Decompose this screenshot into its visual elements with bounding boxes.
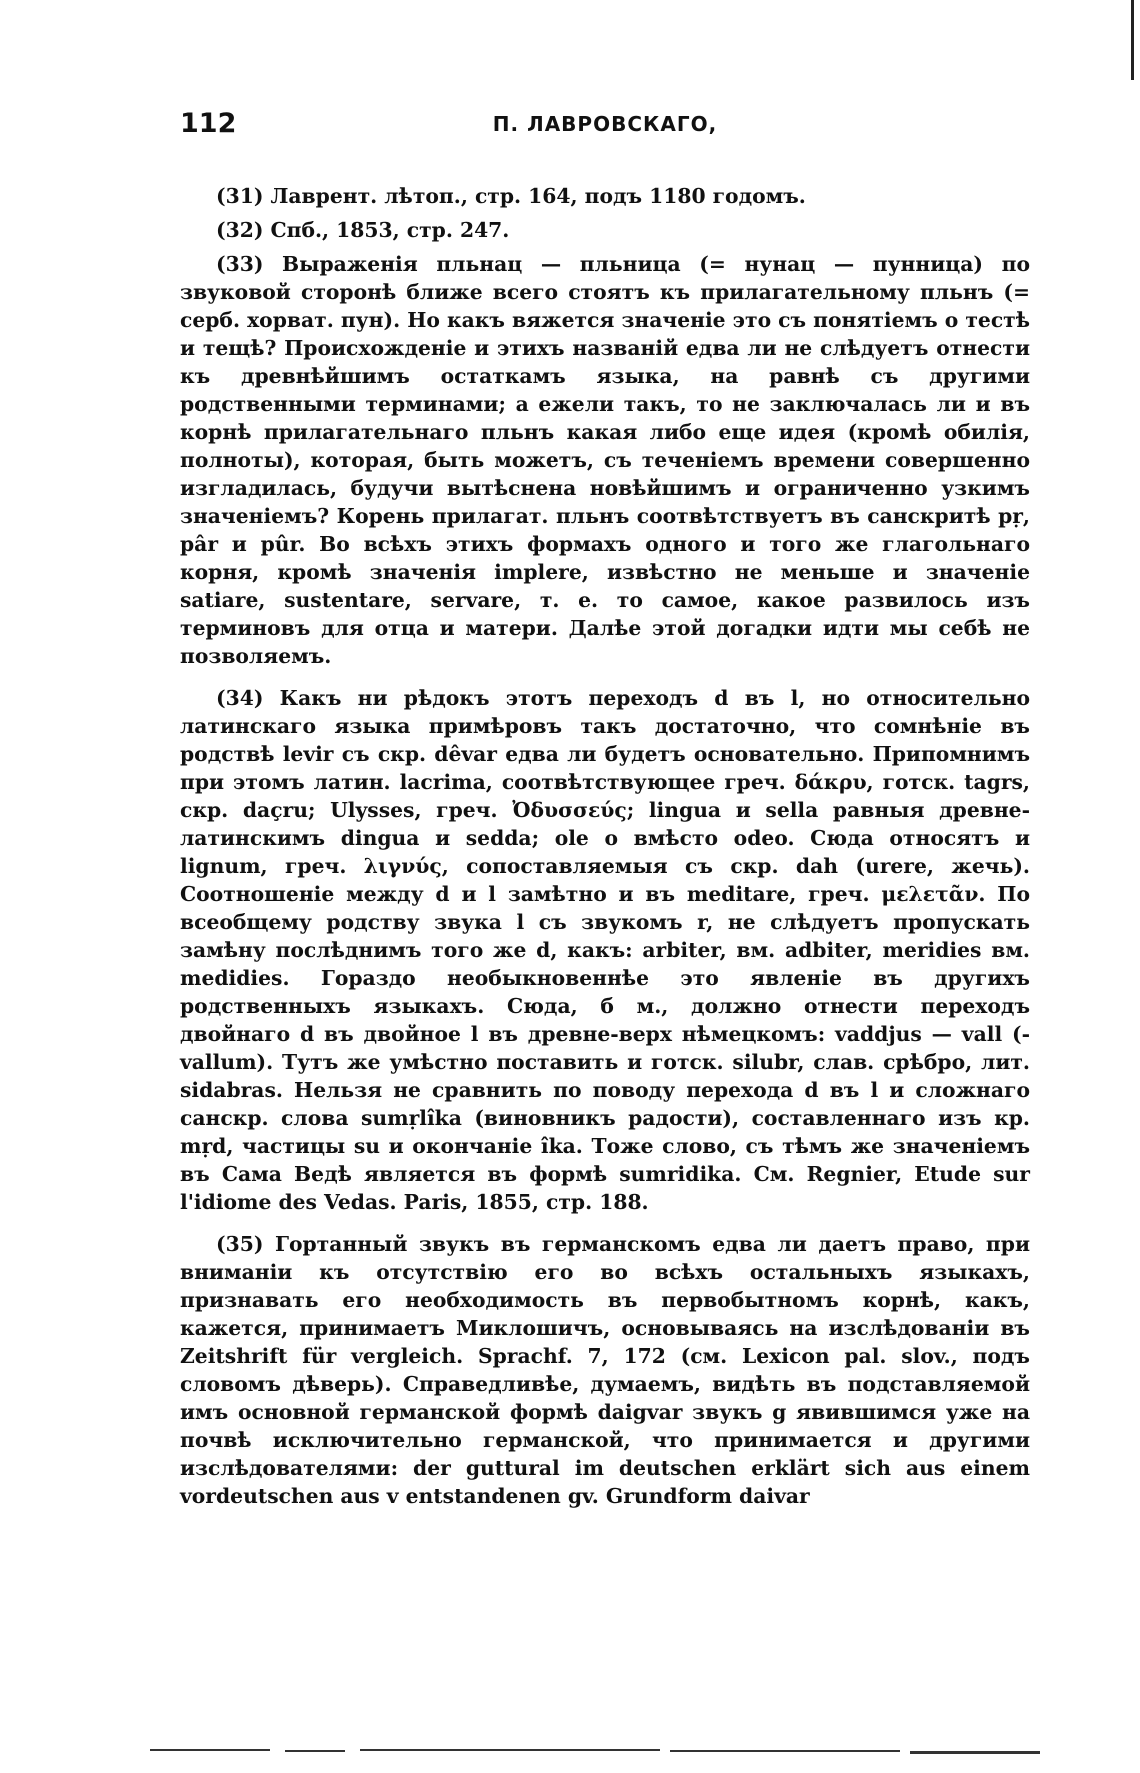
running-head: П. ЛАВРОВСКАГО, bbox=[492, 112, 718, 136]
page-number: 112 bbox=[180, 108, 237, 139]
rule-segment bbox=[285, 1750, 345, 1752]
note-31: (31) Лаврент. лѣтоп., стр. 164, подъ 1180 годомъ. bbox=[216, 184, 806, 208]
rule-segment bbox=[360, 1749, 660, 1751]
rule-segment bbox=[150, 1749, 270, 1751]
note-35: (35) Гортанный звукъ въ германскомъ едва ли даетъ право, при вниманіи къ отсутствію его во всѣхъ остальныхъ языкахъ, признавать его необходимость въ первобытномъ корнѣ, какъ, кажется, принимаетъ Миклошичъ, основываясь на изслѣдованіи въ Zeitshrift für vergleich. Sprachf. 7, 172 (см. Lexicon pal. slov., подъ словомъ дѣверь). Справедливѣе, думаемъ, видѣть въ подставляемой имъ основной германской формѣ daigvar звукъ g явившимся уже на почвѣ исключительно германской, что принимается и другими изслѣдователями: der guttural im deutschen erklärt sich aus einem vordeutschen aus v entstandenen gv. Grundform daivar bbox=[180, 1232, 1030, 1508]
note-34: (34) Какъ ни рѣдокъ этотъ переходъ d въ l, но относительно латинскаго языка примѣровъ такъ достаточно, что сомнѣніе въ родствѣ levir съ скр. dêvar едва ли будетъ основательно. Припомнимъ при этомъ латин. lacrima, соотвѣтствующее греч. δάκρυ, готск. tagrs, скр. daçru; Ulysses, греч. Ὀδυσσεύς; lingua и sella равныя древне-латинскимъ dingua и sedda; ole о вмѣсто odeo. Сюда относятъ и lignum, греч. λιγνύς, сопоставляемыя съ скр. dah (urere, жечь). Соотношеніе между d и l замѣтно и въ meditare, греч. μελετᾶν. По всеобщему родству звука l съ звукомъ r, не слѣдуетъ пропускать замѣну послѣднимъ того же d, какъ: arbiter, вм. adbiter, meridies вм. medidies. Гораздо необыкновеннѣе это явленіе въ другихъ родственныхъ языкахъ. Сюда, б м., должно отнести переходъ двойнаго d въ двойное l въ древне-верх нѣмецкомъ: vaddjus — vall (-vallum). Тутъ же умѣстно поставить и готск. silubr, слав. срѣбро, лит. sidabras. Нельзя не сравнить по поводу перехода d въ l и сложнаго санскр. слова sumṛlîka (виновникъ радости), составленнаго изъ кр. mṛd, частицы su и окончаніе îka. Тоже слово, съ тѣмъ же значеніемъ въ Сама Ведѣ является въ формѣ sumridika. См. Regnier, Etude sur l'idiome des Vedas. Paris, 1855, стр. 188. bbox=[180, 686, 1030, 1214]
bottom-rule bbox=[150, 1745, 1045, 1757]
footnotes bbox=[180, 182, 1030, 1510]
note-33: (33) Выраженія пльнац — пльница (= нунац — пунница) по звуковой сторонѣ ближе всего стоятъ къ прилагательному пльнъ (= серб. хорват. пун). Но какъ вяжется значеніе это съ понятіемъ о тестѣ и тещѣ? Происхожденіе и этихъ названій едва ли не слѣдуетъ отнести къ древнѣйшимъ остаткамъ языка, на равнѣ съ другими родственными терминами; а ежели такъ, то не заключалась ли и въ корнѣ прилагательнаго пльнъ какая либо еще идея (кромѣ обилія, полноты), которая, быть можетъ, съ теченіемъ времени совершенно изгладилась, будучи вытѣснена новѣйшимъ и ограниченно узкимъ значеніемъ? Корень прилагат. пльнъ соотвѣтствуетъ въ санскритѣ pṛ, pâr и pûr. Во всѣхъ этихъ формахъ одного и того же глагольнаго корня, кромѣ значенія implere, извѣстно не меньше и значеніе satiare, sustentare, servare, т. е. то самое, какое развилось изъ терминовъ для отца и матери. Далѣе этой догадки идти мы себѣ не позволяемъ. bbox=[180, 252, 1030, 668]
rule-segment bbox=[910, 1751, 1040, 1754]
note-32: (32) Спб., 1853, стр. 247. bbox=[216, 218, 510, 242]
page-edge-mark bbox=[1131, 0, 1134, 80]
rule-segment bbox=[670, 1750, 900, 1752]
page-header bbox=[180, 108, 1030, 148]
